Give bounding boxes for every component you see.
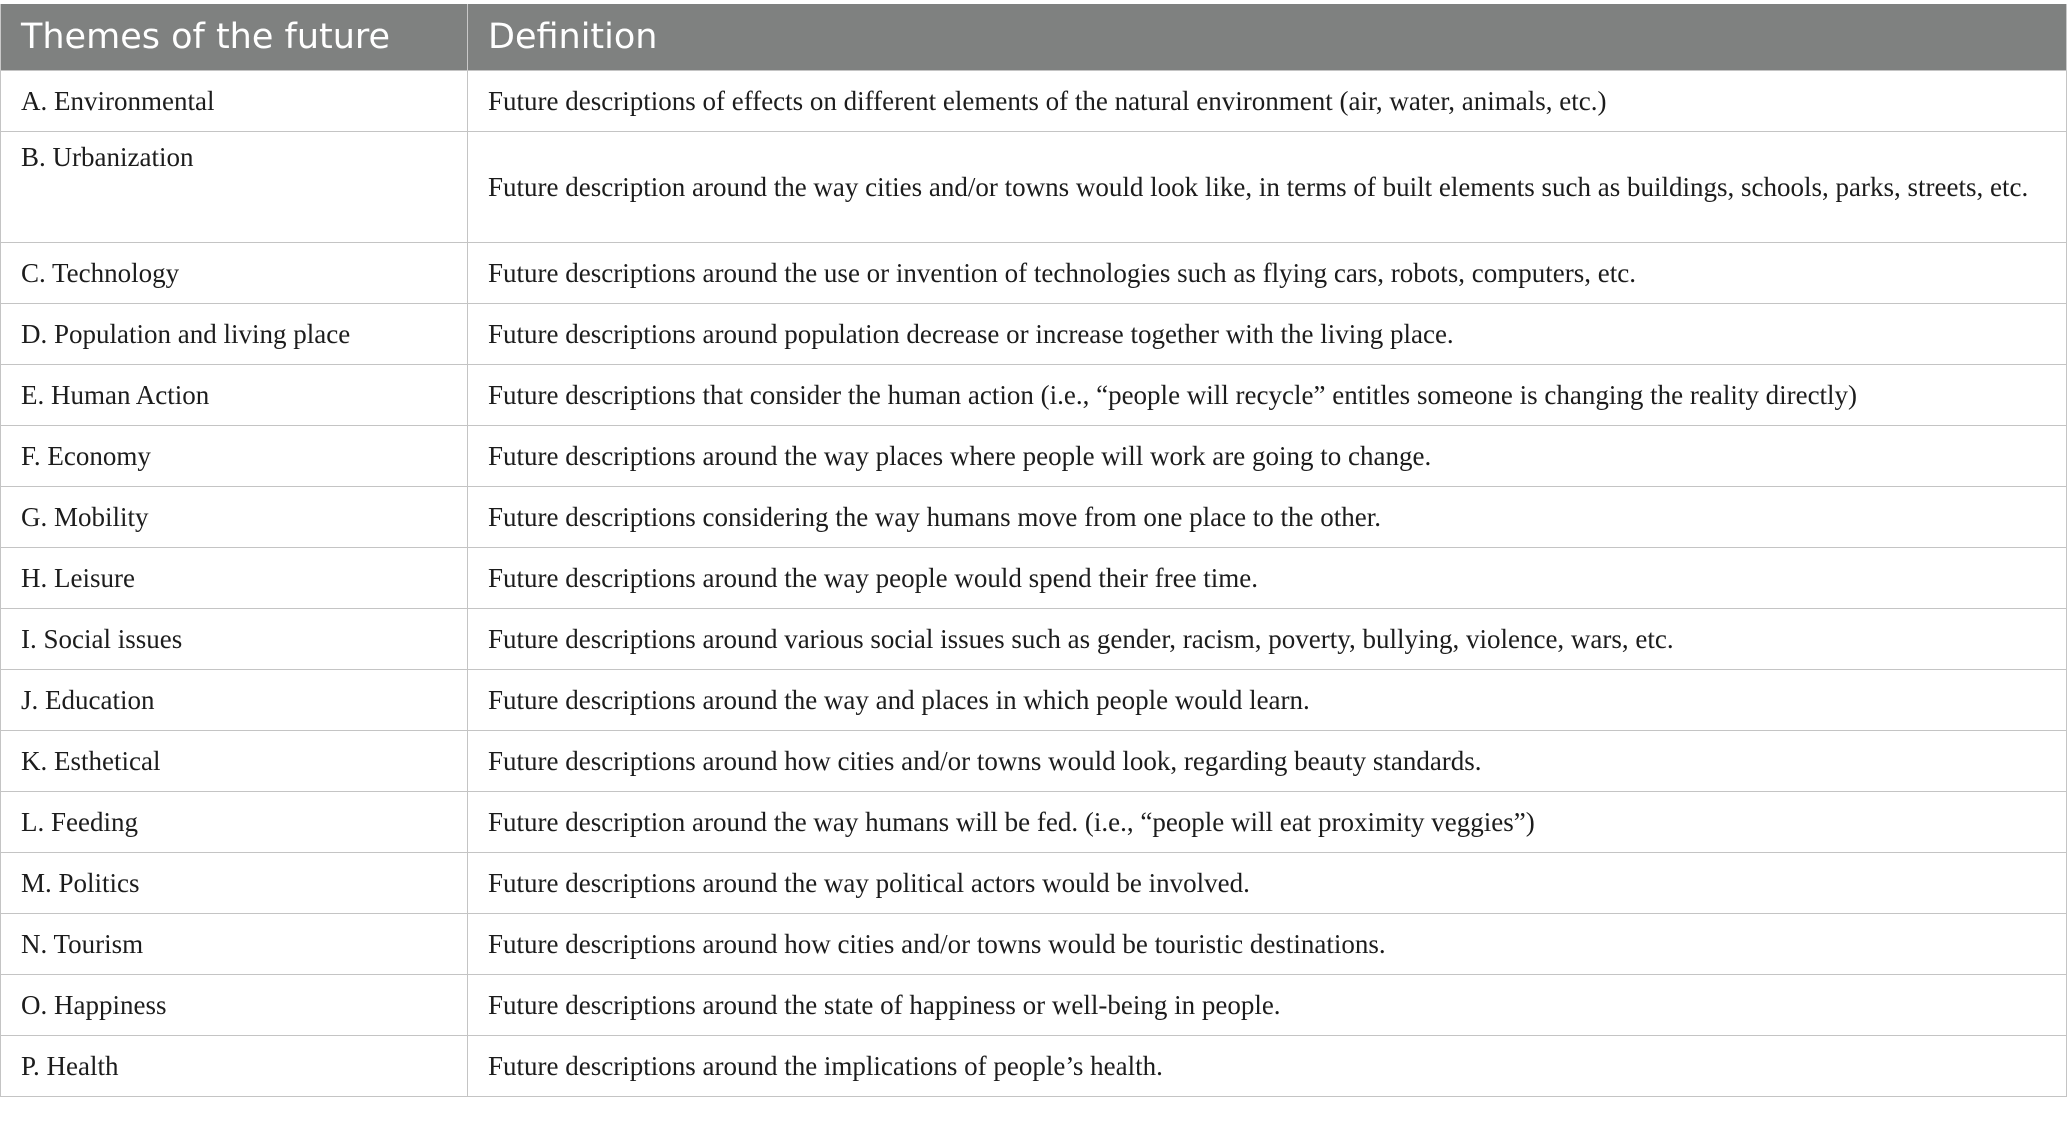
header-themes: Themes of the future [1,4,468,71]
definition-cell: Future descriptions around how cities and/or towns would look, regarding beauty standards. [468,731,2067,792]
theme-cell: A. Environmental [1,71,468,132]
table-row [1,426,2067,487]
header-definition: Definition [468,4,2067,71]
theme-cell: P. Health [1,1036,468,1097]
definition-cell: Future descriptions considering the way humans move from one place to the other. [468,487,2067,548]
theme-cell: N. Tourism [1,914,468,975]
theme-cell: L. Feeding [1,792,468,853]
themes-table [0,4,2067,1097]
table-row [1,132,2067,243]
theme-cell: K. Esthetical [1,731,468,792]
table-row [1,853,2067,914]
theme-cell: O. Happiness [1,975,468,1036]
definition-cell: Future descriptions around the use or invention of technologies such as flying cars, robots, computers, etc. [468,243,2067,304]
table-row [1,548,2067,609]
theme-cell: M. Politics [1,853,468,914]
table-row [1,243,2067,304]
theme-cell: H. Leisure [1,548,468,609]
table-row [1,731,2067,792]
definition-cell: Future descriptions around the way political actors would be involved. [468,853,2067,914]
definition-cell: Future description around the way cities and/or towns would look like, in terms of built elements such as buildings, schools, parks, streets, etc. [468,132,2067,243]
definition-cell: Future descriptions that consider the human action (i.e., “people will recycle” entitles someone is changing the reality directly) [468,365,2067,426]
table-body [1,71,2067,1097]
theme-cell: B. Urbanization [1,132,468,243]
table-row [1,792,2067,853]
definition-cell: Future descriptions around the way places where people will work are going to change. [468,426,2067,487]
table-row [1,1036,2067,1097]
table-row [1,71,2067,132]
theme-cell: C. Technology [1,243,468,304]
themes-table-container [0,4,2067,1097]
table-row [1,365,2067,426]
definition-cell: Future descriptions around how cities and/or towns would be touristic destinations. [468,914,2067,975]
table-row [1,304,2067,365]
table-header [1,4,2067,71]
definition-cell: Future descriptions around various social issues such as gender, racism, poverty, bullying, violence, wars, etc. [468,609,2067,670]
header-row [1,4,2067,71]
theme-cell: F. Economy [1,426,468,487]
theme-cell: J. Education [1,670,468,731]
definition-cell: Future descriptions around the state of happiness or well-being in people. [468,975,2067,1036]
theme-cell: E. Human Action [1,365,468,426]
table-row [1,975,2067,1036]
table-row [1,487,2067,548]
theme-cell: G. Mobility [1,487,468,548]
theme-cell: I. Social issues [1,609,468,670]
definition-cell: Future descriptions of effects on different elements of the natural environment (air, water, animals, etc.) [468,71,2067,132]
table-row [1,609,2067,670]
definition-cell: Future description around the way humans will be fed. (i.e., “people will eat proximity veggies”) [468,792,2067,853]
table-row [1,914,2067,975]
definition-cell: Future descriptions around population decrease or increase together with the living place. [468,304,2067,365]
definition-cell: Future descriptions around the implications of people’s health. [468,1036,2067,1097]
theme-cell: D. Population and living place [1,304,468,365]
definition-cell: Future descriptions around the way and places in which people would learn. [468,670,2067,731]
table-row [1,670,2067,731]
definition-cell: Future descriptions around the way people would spend their free time. [468,548,2067,609]
